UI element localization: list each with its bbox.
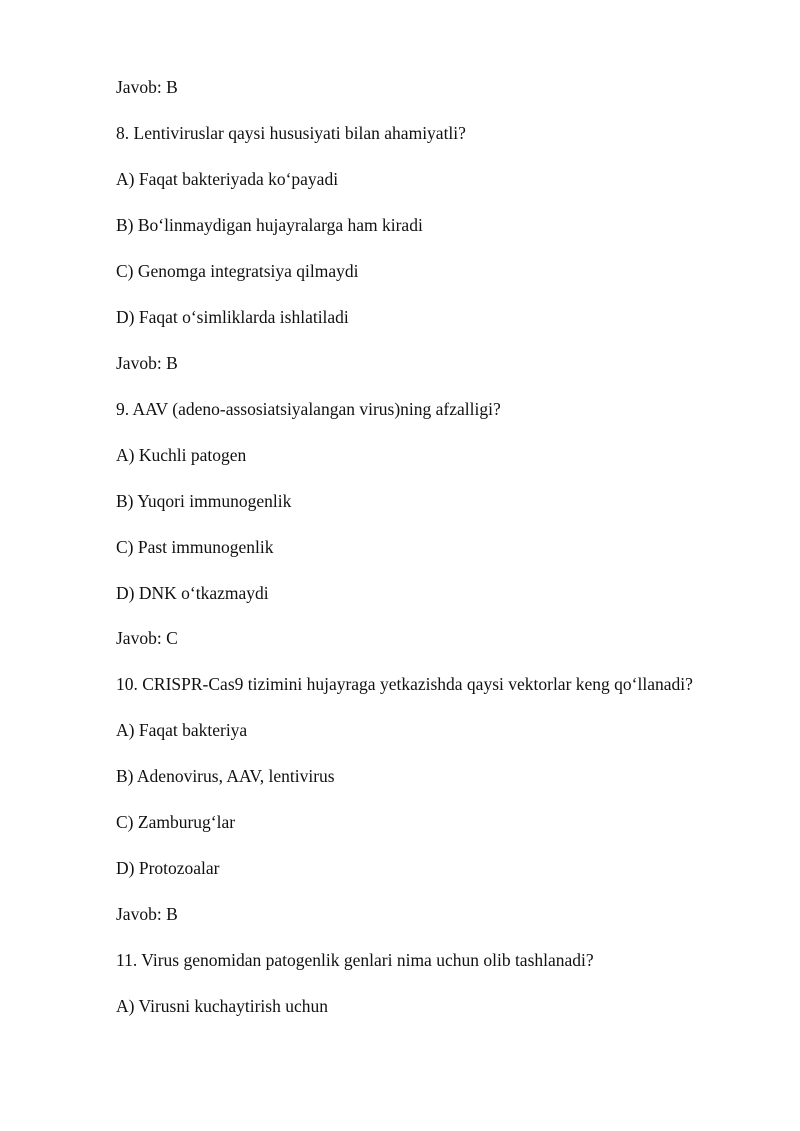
option-b-q10: B) Adenovirus, AAV, lentivirus bbox=[116, 766, 335, 786]
option-a-q11: A) Virusni kuchaytirish uchun bbox=[116, 996, 328, 1016]
question-9: 9. AAV (adeno-assosiatsiyalangan virus)ning afzalligi? bbox=[116, 399, 501, 419]
question-10: 10. CRISPR-Cas9 tizimini hujayraga yetkazishda qaysi vektorlar keng qo‘llanadi? bbox=[116, 674, 693, 694]
option-d-q10: D) Protozoalar bbox=[116, 858, 220, 878]
option-a-q9: A) Kuchli patogen bbox=[116, 445, 247, 465]
option-d-q8: D) Faqat o‘simliklarda ishlatiladi bbox=[116, 307, 349, 327]
answer-line-q8: Javob: B bbox=[116, 353, 178, 373]
answer-line-q9: Javob: C bbox=[116, 628, 178, 648]
option-c-q8: C) Genomga integratsiya qilmaydi bbox=[116, 261, 359, 281]
question-8: 8. Lentiviruslar qaysi hususiyati bilan ahamiyatli? bbox=[116, 123, 466, 143]
answer-line-q10: Javob: B bbox=[116, 904, 178, 924]
answer-line-q7: Javob: B bbox=[116, 77, 178, 97]
option-d-q9: D) DNK o‘tkazmaydi bbox=[116, 583, 269, 603]
option-c-q9: C) Past immunogenlik bbox=[116, 537, 274, 557]
option-a-q8: A) Faqat bakteriyada ko‘payadi bbox=[116, 169, 339, 189]
option-b-q9: B) Yuqori immunogenlik bbox=[116, 491, 292, 511]
option-a-q10: A) Faqat bakteriya bbox=[116, 720, 248, 740]
option-b-q8: B) Bo‘linmaydigan hujayralarga ham kiradi bbox=[116, 215, 423, 235]
option-c-q10: C) Zamburug‘lar bbox=[116, 812, 236, 832]
question-11: 11. Virus genomidan patogenlik genlari nima uchun olib tashlanadi? bbox=[116, 950, 594, 970]
